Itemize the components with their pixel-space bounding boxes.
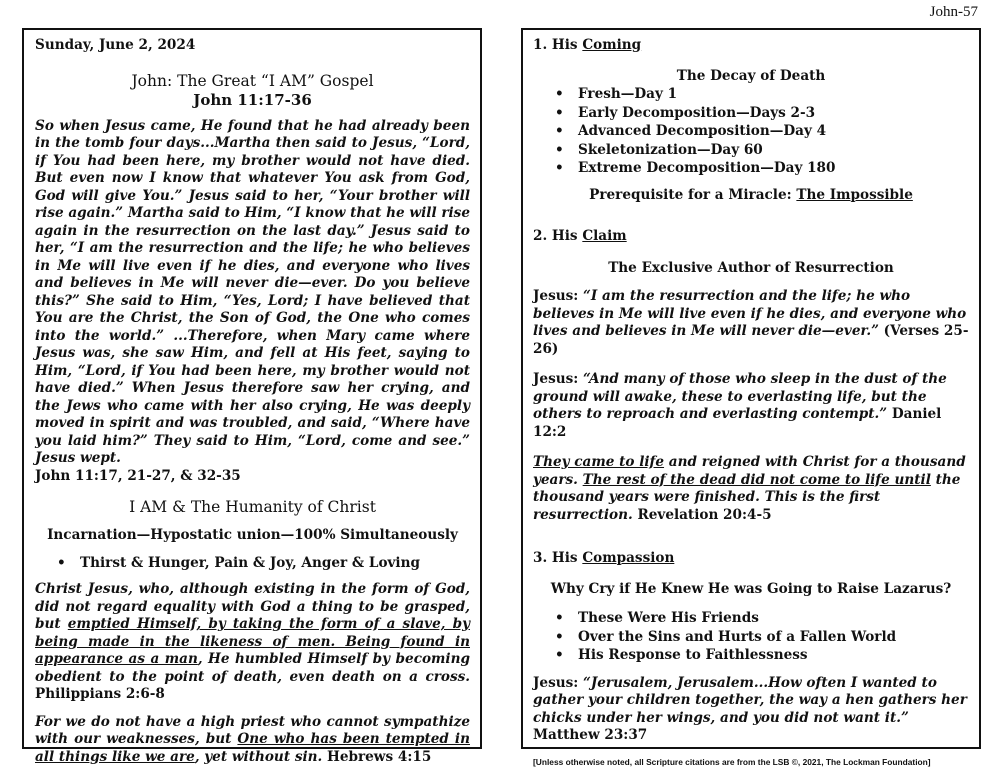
quote-reference: Daniel 12:2 — [533, 406, 942, 440]
speaker-label: Jesus: — [533, 674, 584, 691]
humanity-list — [35, 554, 470, 573]
section-title: I AM & The Humanity of Christ — [129, 498, 376, 516]
passage-reference: Philippians 2:6-8 — [35, 686, 165, 702]
page-number: John-57 — [929, 4, 978, 20]
scripture-passage — [35, 118, 470, 468]
list-item: • Early Decomposition—Days 2-3 — [533, 104, 969, 123]
left-panel — [22, 28, 482, 765]
underlined-text: One who has been tempted in all things like we are — [35, 731, 470, 765]
jesus-quote-1 — [533, 288, 969, 358]
page-subtitle: John 11:17-36 — [193, 90, 312, 109]
list-item: • Thirst & Hunger, Pain & Joy, Anger & Loving — [35, 554, 470, 573]
section-heading-coming — [533, 37, 969, 55]
philippians-passage — [35, 581, 470, 704]
underlined-text: They came to life — [533, 454, 665, 470]
quote-reference: (Verses 25-26) — [533, 323, 969, 357]
quote-text: “And many of those who sleep in the dust of the ground will awake, these to everlasting life, but the others to reproach and everlasting contempt.” — [533, 371, 947, 422]
quote-reference: Matthew 23:37 — [533, 727, 648, 743]
incarnation-line: Incarnation—Hypostatic union—100% Simultaneously — [47, 527, 458, 543]
underlined-text: The rest of the dead did not come to life until — [582, 471, 931, 488]
passage-text: , He humbled Himself by becoming obedient to the point of death, even death on a cross. — [35, 651, 470, 685]
passage-text: , yet without sin. — [194, 748, 323, 765]
passage-reference: Hebrews 4:15 — [327, 748, 432, 765]
passage-reference: Revelation 20:4-5 — [637, 506, 772, 523]
speaker-label: Jesus: — [533, 371, 584, 387]
list-item: • Extreme Decomposition—Day 180 — [533, 159, 969, 178]
jesus-quote-2 — [533, 371, 969, 441]
why-title: Why Cry if He Knew He was Going to Raise Lazarus? — [550, 580, 952, 597]
speaker-label: Jesus: — [533, 288, 584, 304]
prerequisite-label: Prerequisite for a Miracle: — [589, 186, 797, 203]
section-keyword: Coming — [582, 37, 642, 53]
prerequisite-value: The Impossible — [796, 186, 913, 203]
list-item: • His Response to Faithlessness — [533, 646, 969, 665]
section-number: 2. His — [533, 228, 583, 244]
list-item: • These Were His Friends — [533, 609, 969, 628]
author-title: The Exclusive Author of Resurrection — [608, 259, 894, 276]
jesus-quote-3 — [533, 675, 969, 745]
passage-text: Christ Jesus, who, although existing in the form of God, did not regard equality with God a thing to be grasped, but — [35, 581, 470, 632]
list-item: • Fresh—Day 1 — [533, 85, 969, 104]
passage-text: the thousand years were finished. This is the first resurrection. — [533, 471, 961, 523]
quote-text: “Jerusalem, Jerusalem...How often I wanted to gather your children together, the way a hen gathers her chicks under her wings, and you did not want it.” — [533, 674, 967, 726]
passage-reference: John 11:17, 21-27, & 32-35 — [35, 467, 241, 484]
section-heading-compassion — [533, 550, 969, 568]
service-date: Sunday, June 2, 2024 — [35, 37, 196, 53]
list-item: • Skeletonization—Day 60 — [533, 141, 969, 160]
quote-text: “I am the resurrection and the life; he who believes in Me will live even if he dies, and everyone who lives and believes in Me will never die—ever.” — [533, 288, 967, 339]
section-number: 1. His — [533, 37, 583, 53]
decay-list — [533, 85, 969, 178]
scripture-footnote: [Unless otherwise noted, all Scripture citations are from the LSB ©, 2021, The Lockman Foundation] — [533, 756, 931, 767]
section-keyword: Compassion — [582, 550, 675, 566]
section-heading-claim — [533, 228, 969, 246]
page-title: John: The Great “I AM” Gospel — [131, 71, 374, 90]
underlined-text: emptied Himself, by taking the form of a slave, by being made in the likeness of men. Being found in appearance as a man — [35, 616, 470, 667]
list-item: • Advanced Decomposition—Day 4 — [533, 122, 969, 141]
passage-text: and reigned with Christ for a thousand years. — [533, 454, 966, 488]
passage-text: For we do not have a high priest who cannot sympathize with our weaknesses, but — [35, 713, 470, 747]
compassion-list — [533, 609, 969, 665]
prerequisite-line — [533, 187, 969, 205]
decay-title: The Decay of Death — [676, 67, 826, 84]
section-keyword: Claim — [582, 228, 627, 244]
section-number: 3. His — [533, 550, 583, 566]
list-item: • Over the Sins and Hurts of a Fallen World — [533, 628, 969, 647]
right-panel — [521, 28, 981, 767]
revelation-passage — [533, 454, 969, 524]
hebrews-passage — [35, 714, 470, 767]
passage-text: So when Jesus came, He found that he had already been in the tomb four days...Martha then said to Jesus, “Lord, if You had been here, my brother would not have died. But even now I know that whatever You ask from God, God will give You.” Jesus said to her, “Your brother will rise again.” Martha said to Him, “I know that he will rise again in the resurrection on the last day.” Jesus said to her, “I am the resurrection and the life; he who believes in Me will live even if he dies, and everyone who lives and believes in Me will never die—ever. Do you believe this?” She said to Him, “Yes, Lord; I have believed that You are the Christ, the Son of God, the One who comes into the world.” ...Therefore, when Mary came where Jesus was, she saw Him, and fell at His feet, saying to Him, “Lord, if You had been here, my brother would not have died.” When Jesus therefore saw her crying, and the Jews who came with her also crying, He was deeply moved in spirit and was troubled, and said, “Where have you laid him?” They said to Him, “Lord, come and see.” Jesus wept. — [35, 117, 470, 466]
